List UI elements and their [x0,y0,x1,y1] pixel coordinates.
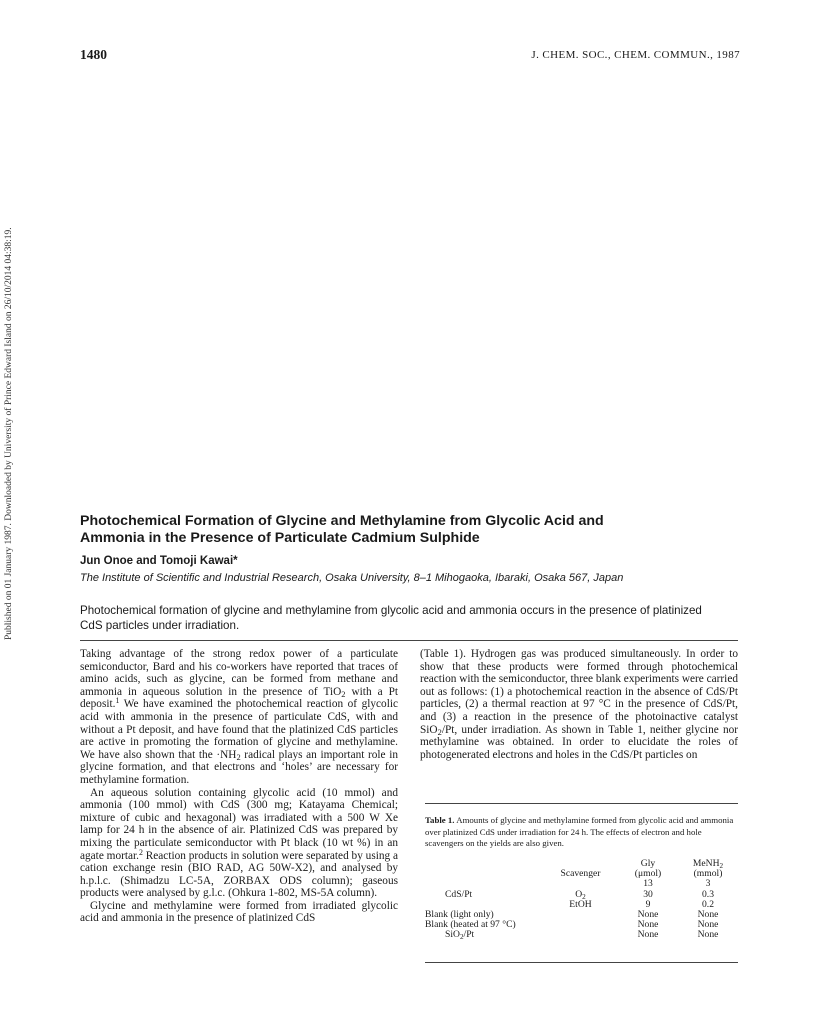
reference-marker: 2 [138,847,143,857]
title-line-1: Photochemical Formation of Glycine and Methylamine from Glycolic Acid and [80,513,604,529]
body-paragraph-1: Taking advantage of the strong redox power of a particulate semiconductor, Bard and his co-workers have reported that traces of amino acids, such as glycine, can be formed from methane and ammonia in aqueous solution in the presence of TiO$_2$ with a Pt deposit.$^1$ We have examined the photochemical reaction of glycolic acid with ammonia in the presence of particulate CdS, with and without a Pt deposit, and have found that the platinized CdS particles are active in promoting the formation of glycine and methylamine. We have also shown that the $\cdot NH_2$ radical plays an important role in glycine formation, and that electrons and ‘holes’ are necessary for methylamine formation. [80,648,399,786]
journal-running-head: J. CHEM. SOC., CHEM. COMMUN., 1987 [531,49,740,61]
download-provenance-note: Published on 01 January 1987. Downloaded by University of Prince Edward Island on 26/10/2014 04:38:19. [4,227,14,640]
table-row: EtOH 9 0.2 [569,898,714,910]
abstract: Photochemical formation of glycine and methylamine from glycolic acid and ammonia occurs in the presence of platinized CdS particles under irradiation. [80,604,702,632]
table-row: 13 3 [643,878,711,890]
author-list: Jun Onoe and Tomoji Kawai* [80,555,238,567]
table-row: Blank (heated at 97 °C) None None [425,919,719,931]
article-title [80,513,740,547]
column-header-gly: Gly [640,858,656,869]
title-line-2: Ammonia in the Presence of Particulate Cadmium Sulphide [80,530,480,546]
page-number: 1480 [80,47,107,62]
table-row: CdS/Pt $O_2$ 30 0.3 [445,888,714,901]
results-table [425,859,738,941]
body-paragraph-3: Glycine and methylamine were formed from irradiated glycolic acid and ammonia in the presence of platinized CdS [80,899,398,925]
left-column [80,648,398,925]
table-header-row [425,869,738,879]
column-header-scavenger: Scavenger [560,868,601,880]
table-top-rule [425,803,738,804]
table-row: Blank (light only) None None [425,909,719,921]
reference-marker: 1 [115,696,120,706]
table-bottom-rule [425,962,738,963]
unit-label: (μmol) [634,868,662,880]
abstract-divider [80,640,738,641]
column-header-menh2: MeNH$_2$ [692,858,724,870]
right-column [420,648,738,761]
table-caption: Table 1. Amounts of glycine and methylamine formed from glycolic acid and ammonia over platinized CdS under irradiation for 24 h. The effects of electron and hole scavengers on the yields are also given. [425,815,734,849]
author-affiliation: The Institute of Scientific and Industrial Research, Osaka University, 8–1 Mihogaoka, Ibaraki, Osaka 567, Japan [80,572,624,584]
body-paragraph-4: (Table 1). Hydrogen gas was produced simultaneously. In order to show that these products were formed through photochemical reaction with the semiconductor, three blank experiments were carried out as follows: (1) a photochemical reaction in the absence of CdS/Pt particles, (2) a thermal reaction at 97 °C in the presence of CdS/Pt, and (3) a reaction in the presence of the photoinactive catalyst SiO$_2$/Pt, under irradiation. As shown in Table 1, neither glycine nor methylamine was obtained. In order to elucidate the roles of photogenerated electrons and holes in the CdS/Pt particles on [420,648,738,761]
body-paragraph-2: An aqueous solution containing glycolic acid (10 mmol) and ammonia (100 mmol) with CdS (300 mg; Katayama Chemical; mixture of cubic and hexagonal) was irradiated with a 500 W Xe lamp for 24 h in the absence of air. Platinized CdS was prepared by mixing the particulate semiconductor with Pt black (10 wt %) in an agate mortar.$^2$ Reaction products in solution were separated by using a cation exchange resin (BIO RAD, AG 50W-X2), and analysed by h.p.l.c. (Shimadzu LC-5A, ZORBAX ODS column); gaseous products were analysed by g.l.c. (Ohkura 1-802, MS-5A column). [80,786,398,900]
table-row: SiO$_2$/Pt None None [445,929,719,942]
unit-label: (mmol) [693,868,723,880]
